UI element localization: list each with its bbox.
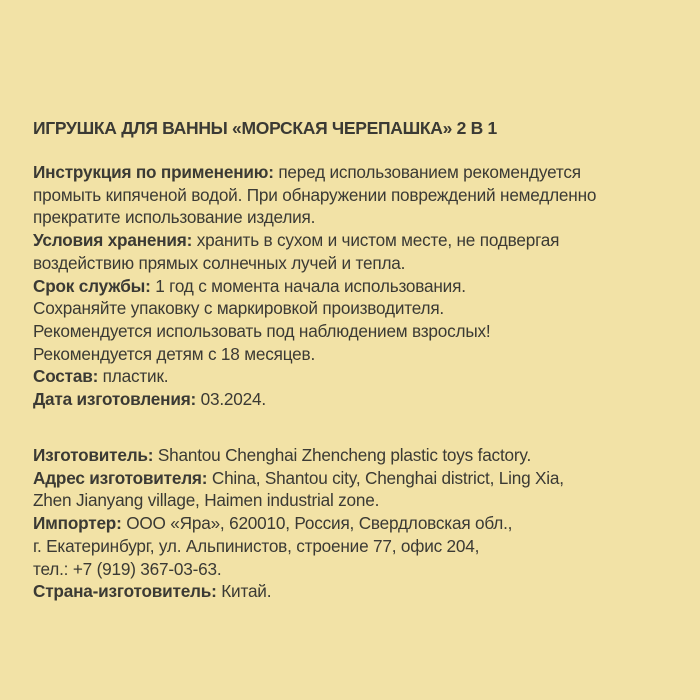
text-line <box>33 365 596 388</box>
field-value: пластик. <box>98 366 169 387</box>
text-line <box>33 320 596 343</box>
field-value: Zhen Jianyang village, Haimen industrial zone. <box>33 490 380 511</box>
text-line <box>33 161 596 184</box>
field-value: воздействию прямых солнечных лучей и тепла. <box>33 252 406 273</box>
field-label: Адрес изготовителя: <box>33 467 208 488</box>
field-label: Дата изготовления: <box>33 389 197 410</box>
field-value: тел.: +7 (919) 367-03-63. <box>33 558 222 579</box>
text-line <box>33 467 564 490</box>
field-value: ООО «Яра», 620010, Россия, Свердловская обл., <box>121 513 513 534</box>
field-value: Shantou Chenghai Zhencheng plastic toys factory. <box>153 445 532 465</box>
field-label: Изготовитель: <box>33 445 154 465</box>
text-line <box>33 252 596 275</box>
field-value: Сохраняйте упаковку с маркировкой производителя. <box>33 298 444 319</box>
text-line <box>33 184 596 207</box>
field-value: China, Shantou city, Chenghai district, Ling Xia, <box>207 467 564 488</box>
field-label: Состав: <box>33 366 99 387</box>
field-value: хранить в сухом и чистом месте, не подвергая <box>192 230 560 251</box>
field-value: прекратите использование изделия. <box>33 207 316 228</box>
text-line <box>33 489 564 512</box>
field-value: г. Екатеринбург, ул. Альпинистов, строение 77, офис 204, <box>33 535 480 556</box>
field-value: Рекомендуется использовать под наблюдением взрослых! <box>33 320 491 341</box>
product-title: ИГРУШКА ДЛЯ ВАННЫ «МОРСКАЯ ЧЕРЕПАШКА» 2 В 1 <box>33 118 497 138</box>
field-value: 1 год с момента начала использования. <box>150 275 466 296</box>
manufacturer-block <box>33 444 564 603</box>
field-label: Инструкция по применению: <box>33 162 274 182</box>
field-value: 03.2024. <box>196 389 266 410</box>
field-label: Условия хранения: <box>33 230 193 251</box>
text-line <box>33 512 564 535</box>
field-label: Страна-изготовитель: <box>33 581 217 602</box>
field-value: Китай. <box>216 581 272 602</box>
field-value: Рекомендуется детям с 18 месяцев. <box>33 343 316 364</box>
text-line <box>33 444 564 467</box>
field-label: Срок службы: <box>33 275 151 296</box>
text-line <box>33 206 596 229</box>
field-label: Импортер: <box>33 513 122 534</box>
text-line <box>33 343 596 366</box>
text-line <box>33 229 596 252</box>
text-line <box>33 535 564 558</box>
text-line <box>33 297 596 320</box>
instructions-block <box>33 161 596 411</box>
text-line <box>33 558 564 581</box>
field-value: промыть кипяченой водой. При обнаружении повреждений немедленно <box>33 184 597 205</box>
text-line <box>33 580 564 603</box>
field-value: перед использованием рекомендуется <box>273 162 581 182</box>
text-line <box>33 388 596 411</box>
text-line <box>33 275 596 298</box>
